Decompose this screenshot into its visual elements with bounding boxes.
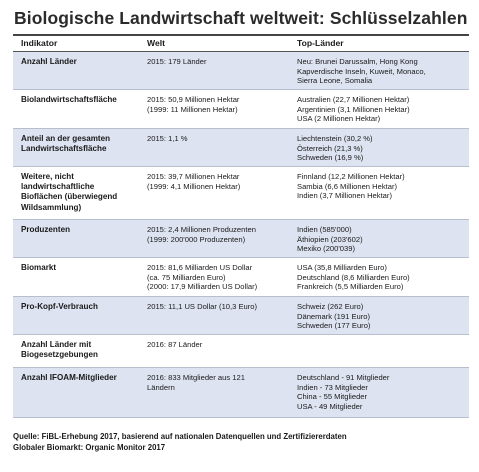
header-indicator: Indikator — [13, 36, 139, 52]
top-countries-cell — [289, 258, 469, 297]
source-footer — [13, 431, 347, 453]
indicator-cell — [13, 368, 139, 418]
top-countries-cell-line: USA (2 Millionen Hektar) — [297, 114, 381, 124]
table-header-row — [13, 36, 469, 52]
top-countries-cell-line: Australien (22,7 Millionen Hektar) — [297, 95, 410, 104]
world-cell-line: (1999: 200'000 Produzenten) — [147, 234, 246, 244]
world-cell — [139, 368, 289, 418]
world-cell — [139, 129, 289, 167]
indicator-cell — [13, 335, 139, 368]
world-cell — [139, 258, 289, 297]
world-cell-line: 2015: 81,6 Milliarden US Dollar — [147, 263, 253, 272]
world-cell-line: 2015: 11,1 US Dollar (10,3 Euro) — [147, 302, 258, 311]
top-countries-cell — [289, 368, 469, 418]
top-countries-cell-line: Mexiko (200'039) — [297, 244, 356, 254]
footer-market-line: Globaler Biomarkt: Organic Monitor 2017 — [13, 443, 166, 452]
top-countries-cell-line: USA (35,8 Milliarden Euro) — [297, 263, 387, 272]
top-countries-cell — [289, 297, 469, 335]
top-countries-cell-line: Kapverdische Inseln, Kuweit, Monaco, — [297, 66, 426, 76]
footer-source-line: Quelle: FiBL-Erhebung 2017, basierend auf nationalen Datenquellen und Zertifiziererdaten — [13, 432, 347, 441]
indicator-cell — [13, 90, 139, 129]
top-countries-cell-line: Sambia (6,6 Millionen Hektar) — [297, 181, 398, 191]
table-row — [13, 52, 469, 90]
world-cell-line: 2015: 1,1 % — [147, 134, 188, 143]
indicator-cell — [13, 52, 139, 90]
top-countries-cell-line: Finnland (12,2 Millionen Hektar) — [297, 172, 405, 181]
top-countries-cell-line: China - 55 Mitglieder — [297, 392, 368, 402]
top-countries-cell-line: Frankreich (5,5 Milliarden Euro) — [297, 282, 404, 292]
world-cell-line: 2015: 179 Länder — [147, 57, 207, 66]
world-cell — [139, 52, 289, 90]
page-title: Biologische Landwirtschaft weltweit: Schlüsselzahlen — [14, 8, 468, 28]
world-cell-line: (2000: 17,9 Milliarden US Dollar) — [147, 282, 258, 292]
top-countries-cell-line: Deutschland (8,6 Milliarden Euro) — [297, 272, 410, 282]
indicator-cell-line: Anzahl Länder — [21, 57, 77, 66]
top-countries-cell-line: Schweden (16,9 %) — [297, 153, 364, 163]
top-countries-cell-line: Dänemark (191 Euro) — [297, 311, 371, 321]
world-cell-line: (ca. 75 Milliarden Euro) — [147, 272, 226, 282]
key-figures-table — [13, 36, 469, 418]
world-cell-line: 2016: 87 Länder — [147, 340, 203, 349]
top-countries-cell-line: Sierra Leone, Somalia — [297, 76, 373, 86]
table-row — [13, 167, 469, 220]
indicator-cell — [13, 297, 139, 335]
top-countries-cell-line: Neu: Brunei Darussalm, Hong Kong — [297, 57, 418, 66]
table-row — [13, 258, 469, 297]
indicator-cell-line: Produzenten — [21, 225, 71, 234]
world-cell-line: Ländern — [147, 382, 175, 392]
indicator-cell-line: Bioflächen (überwiegend — [21, 192, 118, 202]
world-cell — [139, 167, 289, 220]
table-row — [13, 129, 469, 167]
indicator-cell-line: Biomarkt — [21, 263, 57, 272]
world-cell-line: 2015: 50,9 Millionen Hektar — [147, 95, 240, 104]
header-world: Welt — [139, 36, 289, 52]
world-cell-line: (1999: 4,1 Millionen Hektar) — [147, 181, 241, 191]
table-body — [13, 52, 469, 418]
top-countries-cell-line: Schweden (177 Euro) — [297, 321, 371, 331]
indicator-cell-line: Landwirtschaftsfläche — [21, 144, 107, 154]
header-top-countries: Top-Länder — [289, 36, 469, 52]
top-countries-cell-line: Liechtenstein (30,2 %) — [297, 134, 373, 143]
top-countries-cell — [289, 335, 469, 368]
world-cell — [139, 297, 289, 335]
world-cell — [139, 220, 289, 258]
indicator-cell-line: Pro-Kopf-Verbrauch — [21, 302, 98, 311]
top-countries-cell-line: Äthiopien (203'602) — [297, 234, 363, 244]
top-countries-cell — [289, 90, 469, 129]
top-countries-cell-line: Indien (585'000) — [297, 225, 352, 234]
world-cell-line: 2016: 833 Mitglieder aus 121 — [147, 373, 245, 382]
world-cell-line: 2015: 39,7 Millionen Hektar — [147, 172, 240, 181]
top-countries-cell-line: Argentinien (3,1 Millionen Hektar) — [297, 104, 410, 114]
indicator-cell — [13, 129, 139, 167]
indicator-cell-line: Anzahl Länder mit — [21, 340, 92, 349]
table-row — [13, 90, 469, 129]
top-countries-cell-line: USA - 49 Mitglieder — [297, 401, 363, 411]
table-row — [13, 335, 469, 368]
indicator-cell-line: Biogesetzgebungen — [21, 350, 98, 360]
table-row — [13, 220, 469, 258]
indicator-cell-line: Wildsammlung) — [21, 202, 82, 212]
top-countries-cell — [289, 167, 469, 220]
world-cell — [139, 335, 289, 368]
top-countries-cell-line: Österreich (21,3 %) — [297, 143, 363, 153]
top-countries-cell — [289, 129, 469, 167]
top-countries-cell-line: Indien - 73 Mitglieder — [297, 382, 368, 392]
indicator-cell — [13, 167, 139, 220]
indicator-cell-line: Weitere, nicht — [21, 172, 74, 181]
top-countries-cell — [289, 220, 469, 258]
top-countries-cell-line: Indien (3,7 Millionen Hektar) — [297, 191, 392, 201]
indicator-cell — [13, 220, 139, 258]
top-countries-cell-line: Schweiz (262 Euro) — [297, 302, 364, 311]
indicator-cell — [13, 258, 139, 297]
indicator-cell-line: landwirtschaftliche — [21, 182, 95, 192]
indicator-cell-line: Anteil an der gesamten — [21, 134, 111, 143]
indicator-cell-line: Biolandwirtschaftsfläche — [21, 95, 117, 104]
world-cell-line: 2015: 2,4 Millionen Produzenten — [147, 225, 256, 234]
indicator-cell-line: Anzahl IFOAM-Mitglieder — [21, 373, 117, 382]
top-countries-cell-line: Deutschland - 91 Mitglieder — [297, 373, 390, 382]
table-row — [13, 297, 469, 335]
world-cell — [139, 90, 289, 129]
table-row — [13, 368, 469, 418]
world-cell-line: (1999: 11 Millionen Hektar) — [147, 104, 238, 114]
top-countries-cell — [289, 52, 469, 90]
